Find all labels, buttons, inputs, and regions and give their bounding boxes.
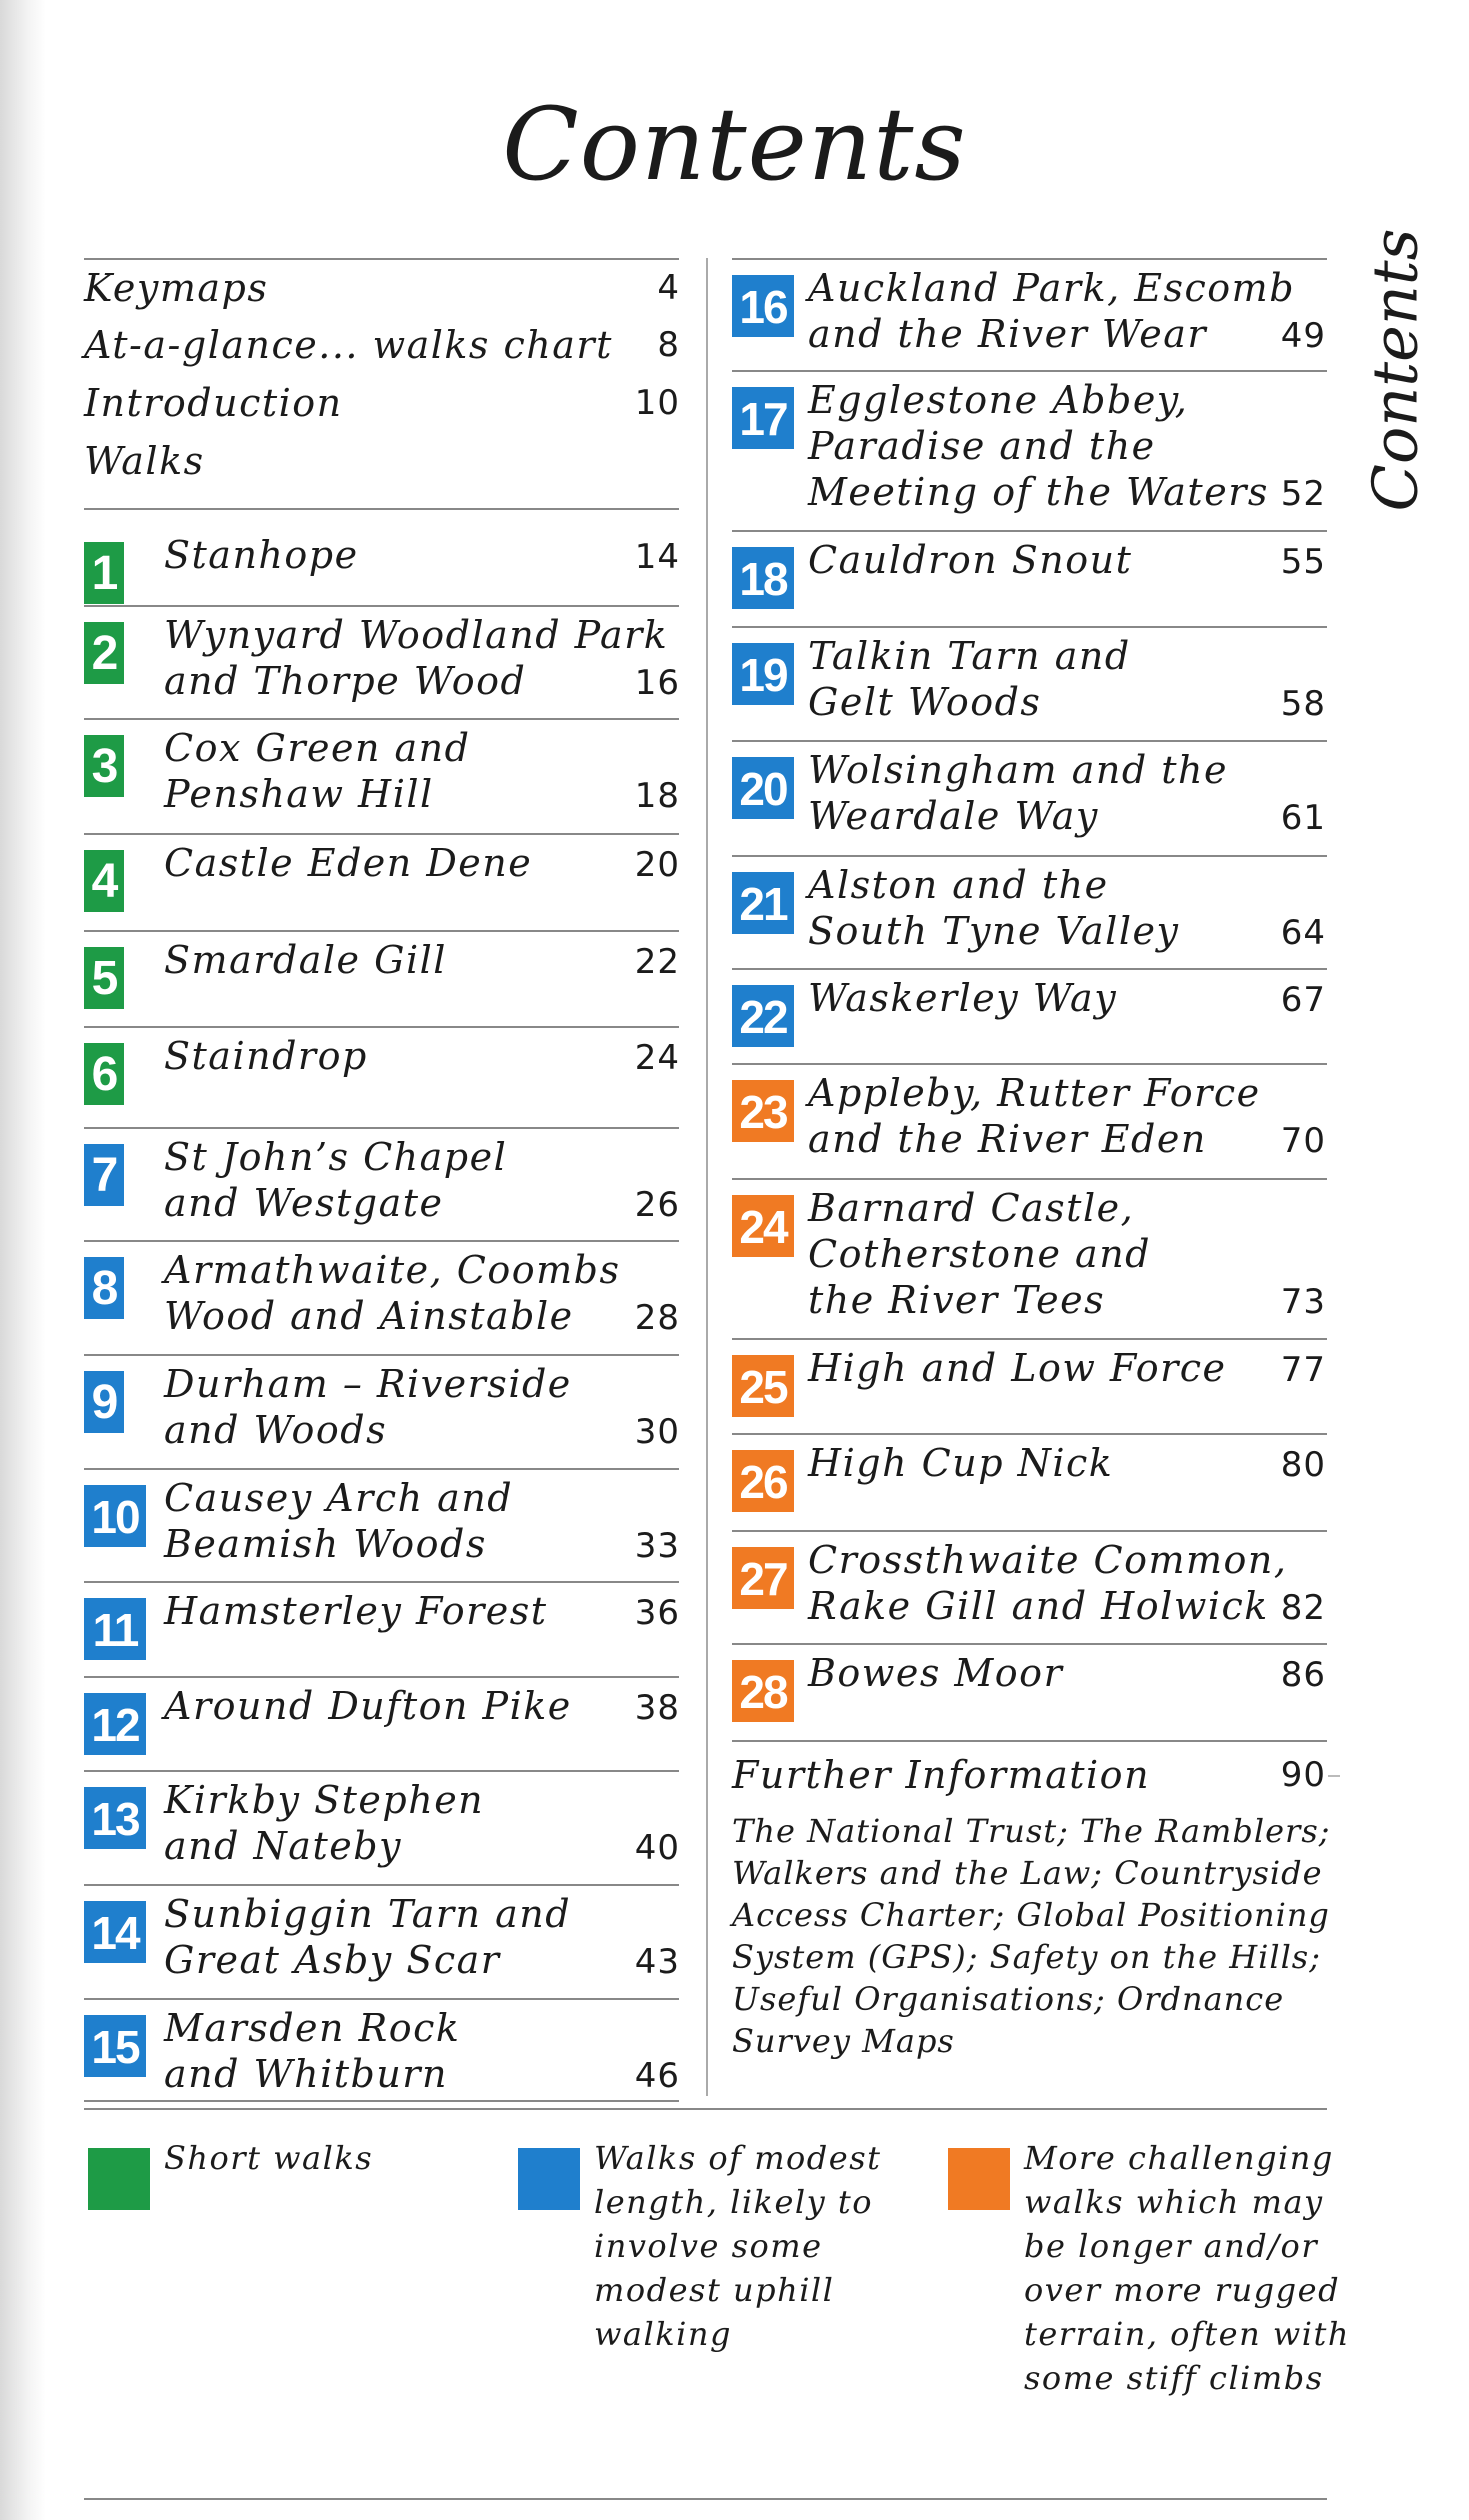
walk-title-line: Beamish Woods xyxy=(164,1522,487,1566)
walk-title[interactable] xyxy=(164,532,359,578)
further-info-line: Walkers and the Law; Countryside xyxy=(732,1854,1323,1892)
walk-page-number: 38 xyxy=(634,1688,680,1728)
walk-number-badge[interactable]: 1 xyxy=(84,542,124,604)
walk-number-badge[interactable]: 9 xyxy=(84,1371,124,1433)
divider-line xyxy=(732,1063,1327,1065)
legend-swatch-short xyxy=(88,2148,150,2210)
walk-title-line: the River Tees xyxy=(808,1278,1106,1322)
walk-number-badge[interactable]: 25 xyxy=(732,1355,794,1417)
walk-title-line: Durham – Riverside xyxy=(164,1362,572,1406)
walk-title-line: Weardale Way xyxy=(808,794,1099,838)
legend-line: terrain, often with xyxy=(1024,2315,1350,2353)
walk-number-badge[interactable]: 24 xyxy=(732,1195,794,1257)
divider-line xyxy=(732,1740,1327,1742)
walk-title-line: and Westgate xyxy=(164,1181,444,1225)
walk-title-line: Wolsingham and the xyxy=(808,748,1228,792)
walk-title-line: Talkin Tarn and xyxy=(808,634,1131,678)
walk-title-line: Sunbiggin Tarn and xyxy=(164,1892,572,1936)
walk-title-line: and Thorpe Wood xyxy=(164,659,527,703)
divider-line xyxy=(84,1127,679,1129)
walk-number-badge[interactable]: 5 xyxy=(84,947,124,1009)
divider-line xyxy=(84,1240,679,1242)
divider-line xyxy=(732,1530,1327,1532)
walk-title-line: Causey Arch and xyxy=(164,1476,514,1520)
walk-title-line: Around Dufton Pike xyxy=(164,1684,572,1728)
walk-title[interactable] xyxy=(164,1683,572,1729)
walk-title-line: Appleby, Rutter Force xyxy=(808,1071,1261,1115)
walk-number-badge[interactable]: 8 xyxy=(84,1257,124,1319)
walk-title-line: Crossthwaite Common, xyxy=(808,1538,1288,1582)
walk-title[interactable] xyxy=(164,2005,460,2097)
walk-title-line: Kirkby Stephen xyxy=(164,1778,485,1822)
front-matter-label[interactable]: Walks xyxy=(84,439,205,483)
walk-title[interactable] xyxy=(164,1361,572,1453)
walk-page-number: 77 xyxy=(1280,1350,1326,1390)
side-tab-label: Contents xyxy=(1358,228,1432,512)
walk-title-line: Stanhope xyxy=(164,533,359,577)
walk-page-number: 30 xyxy=(634,1412,680,1452)
walk-title[interactable] xyxy=(164,840,532,886)
divider-line xyxy=(84,508,679,510)
walk-title-line: Marsden Rock xyxy=(164,2006,461,2050)
divider-line xyxy=(84,1884,679,1886)
legend-description xyxy=(164,2136,373,2180)
divider-line xyxy=(732,626,1327,628)
front-matter-label[interactable]: Introduction xyxy=(84,381,343,425)
walk-number-badge[interactable]: 18 xyxy=(732,547,794,609)
walk-number-badge[interactable]: 19 xyxy=(732,643,794,705)
walk-title-line: and Whitburn xyxy=(164,2052,448,2096)
legend-line: some stiff climbs xyxy=(1024,2359,1324,2397)
walk-title[interactable] xyxy=(164,1475,513,1567)
walk-page-number: 55 xyxy=(1280,542,1326,582)
legend-line: be longer and/or xyxy=(1024,2227,1319,2265)
walk-title[interactable] xyxy=(164,725,470,817)
legend-line: Short walks xyxy=(164,2139,374,2177)
walk-title[interactable] xyxy=(808,1537,1288,1629)
walk-number-badge[interactable]: 28 xyxy=(732,1660,794,1722)
walk-title[interactable] xyxy=(808,975,1117,1021)
walk-page-number: 73 xyxy=(1280,1282,1326,1322)
walk-number-badge[interactable]: 22 xyxy=(732,985,794,1047)
walk-title[interactable] xyxy=(164,1891,571,1983)
walk-title-line: Alston and the xyxy=(808,863,1109,907)
further-info-line: Survey Maps xyxy=(732,2022,955,2060)
walk-number-badge[interactable]: 23 xyxy=(732,1080,794,1142)
walk-title[interactable] xyxy=(808,633,1131,725)
front-matter-page: 8 xyxy=(657,325,680,365)
walk-number-badge[interactable]: 2 xyxy=(84,622,124,684)
divider-line xyxy=(84,833,679,835)
walk-page-number: 58 xyxy=(1280,684,1326,724)
divider-line xyxy=(732,855,1327,857)
walk-number-badge[interactable]: 15 xyxy=(84,2015,146,2077)
divider-line xyxy=(732,1338,1327,1340)
walk-title-line: Cauldron Snout xyxy=(808,538,1133,582)
divider-line xyxy=(84,1770,679,1772)
side-tab xyxy=(1340,228,1450,512)
walk-number-badge[interactable]: 7 xyxy=(84,1144,124,1206)
walk-title-line: and the River Wear xyxy=(808,312,1208,356)
walk-page-number: 49 xyxy=(1280,316,1326,356)
walk-page-number: 22 xyxy=(634,942,680,982)
divider-line xyxy=(84,1998,679,2000)
walk-title-line: High and Low Force xyxy=(808,1346,1227,1390)
further-info-line: Access Charter; Global Positioning xyxy=(732,1896,1330,1934)
walk-number-badge[interactable]: 17 xyxy=(732,387,794,449)
walk-page-number: 67 xyxy=(1280,980,1326,1020)
walk-page-number: 82 xyxy=(1280,1588,1326,1628)
walk-page-number: 33 xyxy=(634,1526,680,1566)
divider-line xyxy=(732,740,1327,742)
walk-title-line: Egglestone Abbey, xyxy=(808,378,1189,422)
walk-title-line: Rake Gill and Holwick xyxy=(808,1584,1269,1628)
walk-title-line: High Cup Nick xyxy=(808,1441,1114,1485)
walk-title[interactable] xyxy=(164,1134,507,1226)
walk-title[interactable] xyxy=(808,747,1228,839)
walk-page-number: 40 xyxy=(634,1828,680,1868)
walk-title[interactable] xyxy=(164,1033,368,1079)
legend-line: Walks of modest xyxy=(594,2139,882,2177)
walk-title[interactable] xyxy=(808,862,1179,954)
further-info-title[interactable]: Further Information xyxy=(732,1753,1151,1797)
walk-title[interactable] xyxy=(164,1247,620,1339)
walk-title[interactable] xyxy=(808,1345,1227,1391)
walk-page-number: 26 xyxy=(634,1185,680,1225)
divider-line xyxy=(732,968,1327,970)
legend-line: involve some xyxy=(594,2227,823,2265)
walk-title-line: Cotherstone and xyxy=(808,1232,1151,1276)
walk-page-number: 61 xyxy=(1280,798,1326,838)
walk-title[interactable] xyxy=(164,1588,548,1634)
divider-line xyxy=(84,718,679,720)
front-matter-page: 4 xyxy=(657,268,680,308)
front-matter-page: 10 xyxy=(634,383,680,423)
walk-number-badge[interactable]: 12 xyxy=(84,1693,146,1755)
walk-number-badge[interactable]: 11 xyxy=(84,1598,146,1660)
walk-page-number: 16 xyxy=(634,663,680,703)
legend-line: length, likely to xyxy=(594,2183,873,2221)
divider-line xyxy=(732,1643,1327,1645)
walk-title[interactable] xyxy=(808,537,1132,583)
walk-number-badge[interactable]: 13 xyxy=(84,1787,146,1849)
legend-description xyxy=(594,2136,882,2356)
walk-page-number: 28 xyxy=(634,1298,680,1338)
further-info-page: 90 xyxy=(1280,1755,1326,1795)
walk-page-number: 36 xyxy=(634,1593,680,1633)
walk-page-number: 46 xyxy=(634,2056,680,2096)
walk-number-badge[interactable]: 20 xyxy=(732,757,794,819)
walk-title-line: Wood and Ainstable xyxy=(164,1294,574,1338)
walk-title-line: South Tyne Valley xyxy=(808,909,1180,953)
column-divider xyxy=(706,258,708,2096)
walk-title-line: and Woods xyxy=(164,1408,388,1452)
walk-number-badge[interactable]: 6 xyxy=(84,1043,124,1105)
walk-title-line: Armathwaite, Coombs xyxy=(164,1248,621,1292)
divider-line xyxy=(84,2108,1327,2110)
walk-title-line: Bowes Moor xyxy=(808,1651,1064,1695)
walk-title-line: and Nateby xyxy=(164,1824,402,1868)
divider-line xyxy=(84,930,679,932)
walk-title[interactable] xyxy=(808,1440,1113,1486)
walk-title[interactable] xyxy=(808,1070,1261,1162)
walk-title[interactable] xyxy=(164,937,447,983)
divider-line xyxy=(732,370,1327,372)
walk-title-line: Castle Eden Dene xyxy=(164,841,533,885)
divider-line xyxy=(84,1026,679,1028)
walk-page-number: 80 xyxy=(1280,1445,1326,1485)
further-info-description xyxy=(732,1810,1332,2062)
walk-number-badge[interactable]: 14 xyxy=(84,1901,146,1963)
further-info-line: The National Trust; The Ramblers; xyxy=(732,1812,1331,1850)
walk-title-line: Barnard Castle, xyxy=(808,1186,1135,1230)
front-matter-label[interactable]: At-a-glance... walks chart xyxy=(84,323,613,367)
divider-line xyxy=(84,258,679,260)
walk-number-badge[interactable]: 10 xyxy=(84,1485,146,1547)
walk-number-badge[interactable]: 27 xyxy=(732,1547,794,1609)
walk-title[interactable] xyxy=(164,1777,484,1869)
walk-page-number: 18 xyxy=(634,776,680,816)
walk-title-line: Gelt Woods xyxy=(808,680,1042,724)
divider-line xyxy=(732,1178,1327,1180)
page-title: Contents xyxy=(502,86,967,203)
walk-page-number: 24 xyxy=(634,1038,680,1078)
walk-title-line: Penshaw Hill xyxy=(164,772,434,816)
divider-line xyxy=(84,1468,679,1470)
walk-number-badge[interactable]: 16 xyxy=(732,275,794,337)
walk-title-line: Staindrop xyxy=(164,1034,368,1078)
divider-line xyxy=(84,2498,1327,2500)
walk-title[interactable] xyxy=(808,265,1295,357)
walk-title[interactable] xyxy=(808,1650,1063,1696)
walk-title-line: Paradise and the xyxy=(808,424,1156,468)
legend-description xyxy=(1024,2136,1350,2400)
divider-line xyxy=(84,1581,679,1583)
divider-line xyxy=(84,1676,679,1678)
walk-number-badge[interactable]: 21 xyxy=(732,872,794,934)
further-info-line: System (GPS); Safety on the Hills; xyxy=(732,1938,1321,1976)
divider-line xyxy=(732,258,1327,260)
legend-line: walking xyxy=(594,2315,732,2353)
walk-title-line: Cox Green and xyxy=(164,726,471,770)
further-info-line: Useful Organisations; Ordnance xyxy=(732,1980,1285,2018)
legend-line: over more rugged xyxy=(1024,2271,1341,2309)
walk-title-line: Hamsterley Forest xyxy=(164,1589,548,1633)
walk-page-number: 43 xyxy=(634,1942,680,1982)
walk-page-number: 52 xyxy=(1280,474,1326,514)
further-info-tick xyxy=(1328,1775,1340,1777)
front-matter-label[interactable]: Keymaps xyxy=(84,266,269,310)
divider-line xyxy=(84,1354,679,1356)
walk-title-line: Great Asby Scar xyxy=(164,1938,501,1982)
walk-title-line: St John’s Chapel xyxy=(164,1135,508,1179)
walk-page-number: 86 xyxy=(1280,1655,1326,1695)
walk-title[interactable] xyxy=(808,377,1269,515)
page-gutter-shade xyxy=(0,0,46,2520)
walk-title-line: Meeting of the Waters xyxy=(808,470,1269,514)
legend-line: modest uphill xyxy=(594,2271,835,2309)
walk-page-number: 70 xyxy=(1280,1121,1326,1161)
divider-line xyxy=(732,1433,1327,1435)
divider-line xyxy=(732,530,1327,532)
legend-swatch-challenging xyxy=(948,2148,1010,2210)
walk-number-badge[interactable]: 26 xyxy=(732,1450,794,1512)
divider-line xyxy=(84,605,679,607)
walk-page-number: 14 xyxy=(634,537,680,577)
walk-title-line: Wynyard Woodland Park xyxy=(164,613,669,657)
walk-number-badge[interactable]: 4 xyxy=(84,850,124,912)
walk-page-number: 20 xyxy=(634,845,680,885)
walk-title-line: Auckland Park, Escomb xyxy=(808,266,1296,310)
walk-title-line: Smardale Gill xyxy=(164,938,447,982)
walk-title-line: and the River Eden xyxy=(808,1117,1207,1161)
legend-line: walks which may xyxy=(1024,2183,1324,2221)
walk-number-badge[interactable]: 3 xyxy=(84,735,124,797)
divider-line xyxy=(84,2100,679,2102)
walk-title-line: Waskerley Way xyxy=(808,976,1118,1020)
legend-swatch-modest xyxy=(518,2148,580,2210)
legend-line: More challenging xyxy=(1024,2139,1334,2177)
walk-page-number: 64 xyxy=(1280,913,1326,953)
walk-title[interactable] xyxy=(808,1185,1151,1323)
